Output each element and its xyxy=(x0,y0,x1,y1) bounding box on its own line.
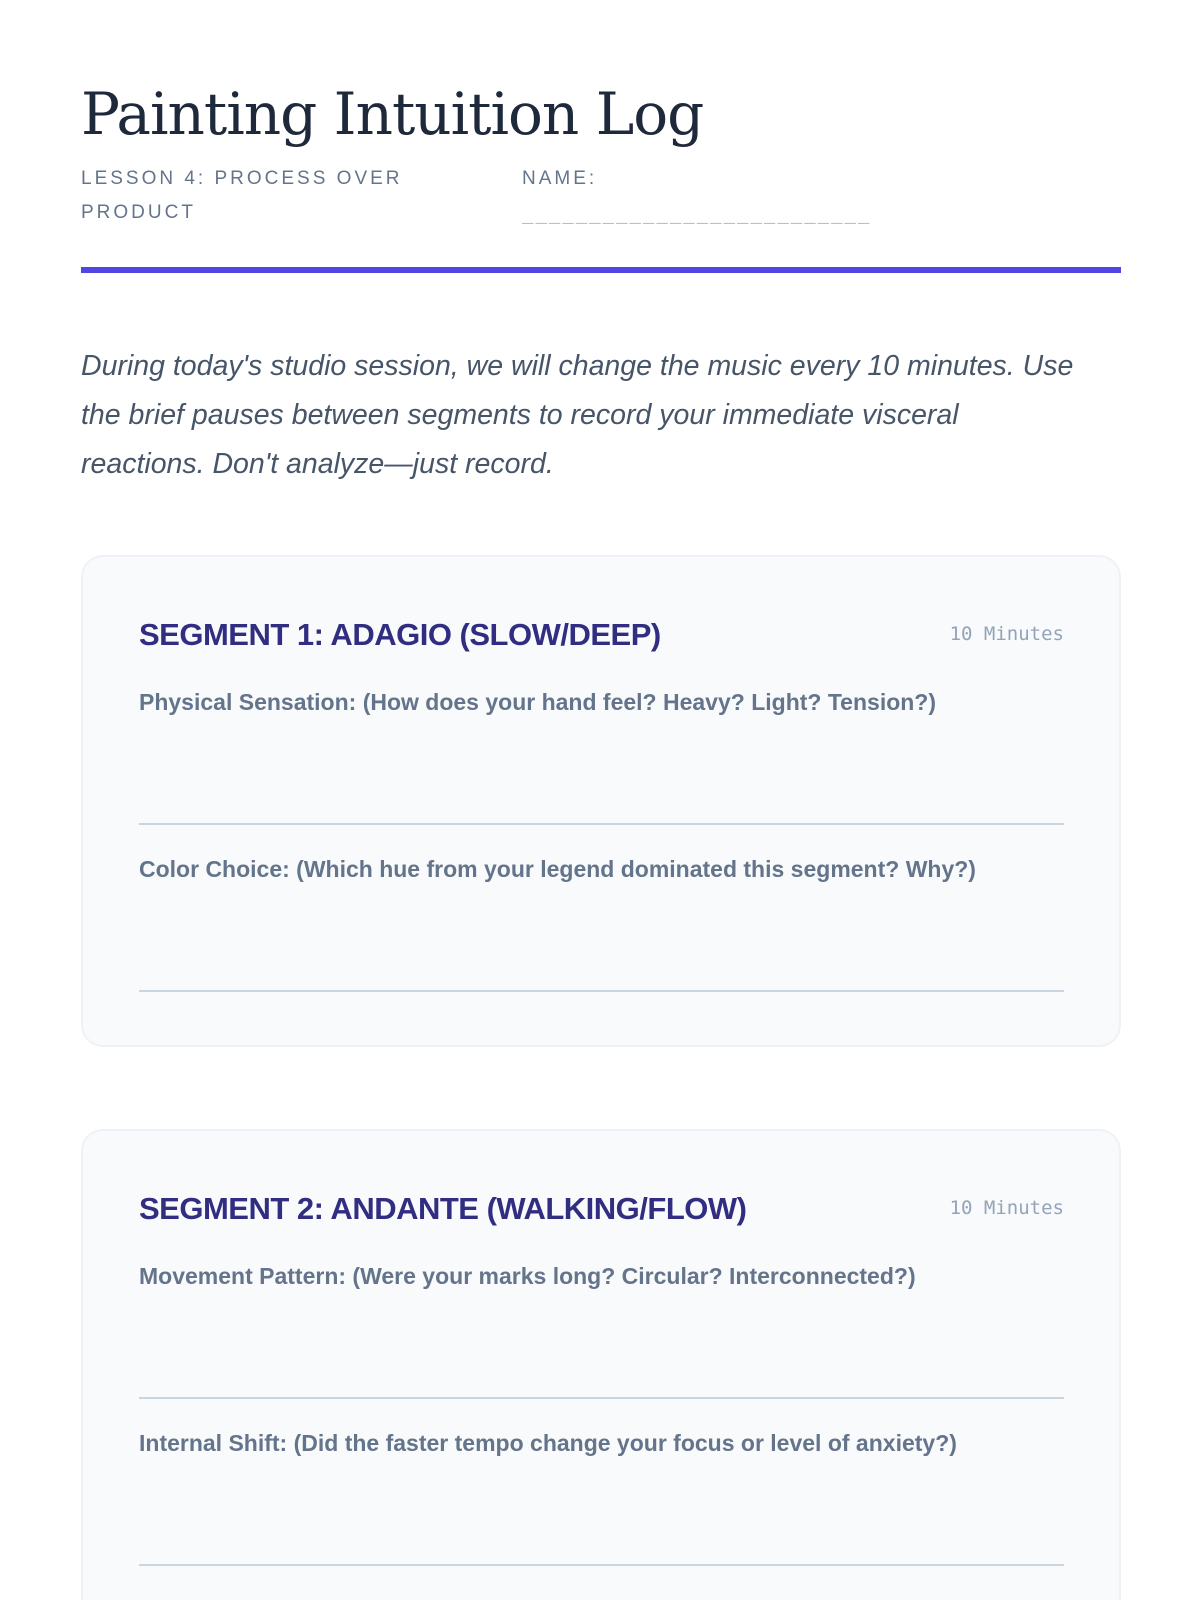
question-physical-sensation: Physical Sensation: (How does your hand feel? Heavy? Light? Tension?) xyxy=(139,689,937,715)
question-internal-shift: Internal Shift: (Did the faster tempo change your focus or level of anxiety?) xyxy=(139,1430,957,1456)
intro-text: During today's studio session, we will change the music every 10 minutes. Use the brief pauses between segments to record your immediate visceral reactions. Don't analyze—just record. xyxy=(81,350,1074,480)
lesson-label: LESSON 4: PROCESS OVER PRODUCT xyxy=(81,168,403,223)
segment-header xyxy=(139,1191,1064,1231)
segment-title: SEGMENT 1: ADAGIO (SLOW/DEEP) xyxy=(139,617,661,652)
segment-duration: 10 Minutes xyxy=(949,1197,1064,1219)
header-divider xyxy=(81,267,1121,273)
name-blank-line[interactable]: __________________________ xyxy=(522,202,872,224)
answer-line-physical-sensation[interactable] xyxy=(139,823,1064,825)
question-movement-pattern: Movement Pattern: (Were your marks long? Circular? Interconnected?) xyxy=(139,1263,916,1289)
segment-duration: 10 Minutes xyxy=(949,623,1064,645)
answer-line-color-choice[interactable] xyxy=(139,990,1064,992)
segment-header xyxy=(139,617,1064,657)
answer-line-movement-pattern[interactable] xyxy=(139,1397,1064,1399)
name-label: NAME: xyxy=(522,168,598,189)
answer-line-internal-shift[interactable] xyxy=(139,1564,1064,1566)
segment-title: SEGMENT 2: ANDANTE (WALKING/FLOW) xyxy=(139,1191,747,1226)
segment-card-2 xyxy=(81,1129,1121,1600)
question-color-choice: Color Choice: (Which hue from your legend dominated this segment? Why?) xyxy=(139,856,976,882)
page-title: Painting Intuition Log xyxy=(81,80,704,148)
name-field[interactable] xyxy=(522,162,1062,230)
segment-card-1 xyxy=(81,555,1121,1047)
